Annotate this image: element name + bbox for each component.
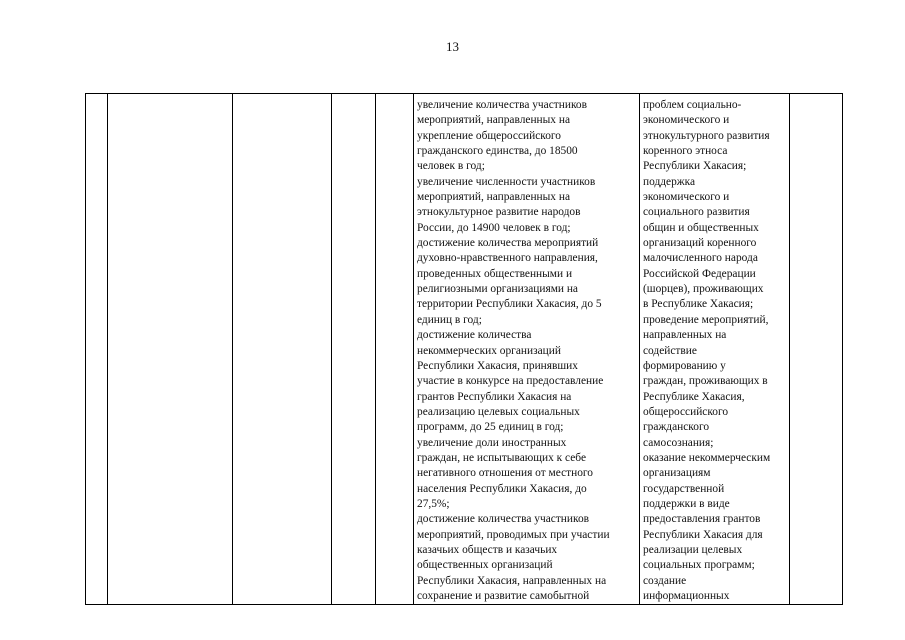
page-number: 13 (446, 39, 459, 54)
measures-text: проблем социально- экономического и этнокультурного развития коренного этноса Республики Хакасия; поддержка экономического и социального развития общин и общественных организаций коренного малочисленного народа Российской Федерации (шорцев), проживающих в Республике Хакасия; проведение мероприятий, направленных на содействие формированию у граждан, проживающих в Республике Хакасия, общероссийского гражданского самосознания; оказание некоммерческим организациям государственной поддержки в виде предоставления грантов Республики Хакасия для реализации целевых социальных программ; создание информационных (643, 99, 771, 602)
table-cell-empty-5 (376, 94, 414, 605)
program-table (85, 93, 843, 605)
table-cell-empty-1 (86, 94, 108, 605)
table-cell-measures (640, 94, 790, 605)
results-text: увеличение количества участников мероприятий, направленных на укрепление общероссийского гражданского единства, до 18500 человек в год; увеличение численности участников мероприятий, направленных на этнокультурное развитие народов России, до 14900 человек в год; достижение количества мероприятий духовно-нравственного направления, проведенных общественными и религиозными организациями на территории Республики Хакасия, до 5 единиц в год; достижение количества некоммерческих организаций Республики Хакасия, принявших участие в конкурсе на предоставление грантов Республики Хакасия на реализацию целевых социальных программ, до 25 единиц в год; увеличение доли иностранных граждан, не испытывающих к себе негативного отношения от местного населения Республики Хакасия, до 27,5%; достижение количества участников мероприятий, проводимых при участии казачьих обществ и казачьих общественных организаций Республики Хакасия, направленных на сохранение и развитие самобытной (417, 99, 610, 602)
table-cell-empty-2 (108, 94, 233, 605)
table-cell-empty-4 (332, 94, 376, 605)
table-cell-results (414, 94, 640, 605)
table-cell-empty-3 (233, 94, 332, 605)
table-row (86, 94, 843, 605)
table-cell-empty-8 (790, 94, 843, 605)
